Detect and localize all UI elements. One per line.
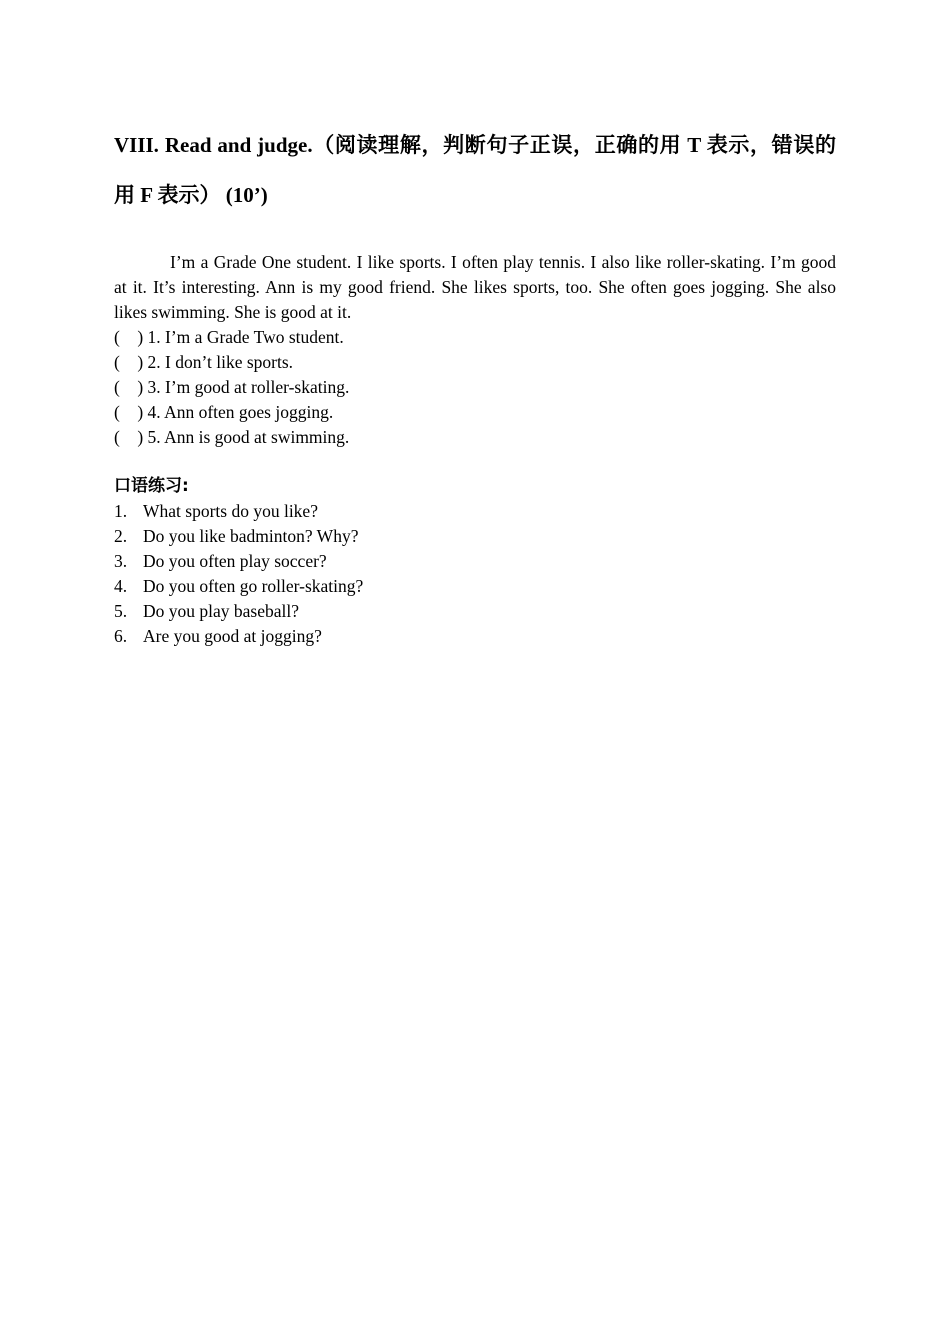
oral-item xyxy=(114,624,836,649)
judge-question: ( ) 2. I don’t like sports. xyxy=(114,352,294,372)
oral-practice-list xyxy=(114,499,836,649)
oral-item xyxy=(114,524,836,549)
oral-item-number: 4. xyxy=(114,576,128,596)
oral-item-text: Do you often go roller-skating? xyxy=(143,576,364,596)
oral-item-number: 5. xyxy=(114,601,128,621)
oral-item-text: Do you often play soccer? xyxy=(143,551,327,571)
oral-item-number: 2. xyxy=(114,526,128,546)
oral-item xyxy=(114,549,836,574)
judge-question: ( ) 1. I’m a Grade Two student. xyxy=(114,327,344,347)
oral-item-text: What sports do you like? xyxy=(143,501,318,521)
oral-item-text: Do you like badminton? Why? xyxy=(143,526,359,546)
section-heading: VIII. Read and judge.（阅读理解，判断句子正误，正确的用 T 表示，错误的用 F 表示） (10’) xyxy=(114,133,836,207)
judge-question: ( ) 4. Ann often goes jogging. xyxy=(114,402,334,422)
oral-practice-title: 口语练习: xyxy=(114,476,189,496)
reading-passage: I’m a Grade One student. I like sports. I often play tennis. I also like roller-skating. I’m good at it. It’s interesting. Ann is my good friend. She likes sports, too. She often goes jogging. She also likes swimming. She is good at it. xyxy=(114,252,836,322)
oral-item-number: 1. xyxy=(114,501,128,521)
oral-item-text: Are you good at jogging? xyxy=(143,626,322,646)
judge-question-list xyxy=(114,325,836,450)
oral-item xyxy=(114,499,836,524)
oral-item-text: Do you play baseball? xyxy=(143,601,299,621)
oral-item xyxy=(114,574,836,599)
oral-item xyxy=(114,599,836,624)
oral-item-number: 6. xyxy=(114,626,128,646)
oral-item-number: 3. xyxy=(114,551,128,571)
judge-question: ( ) 3. I’m good at roller-skating. xyxy=(114,377,350,397)
document-page xyxy=(114,120,836,649)
judge-question: ( ) 5. Ann is good at swimming. xyxy=(114,427,350,447)
